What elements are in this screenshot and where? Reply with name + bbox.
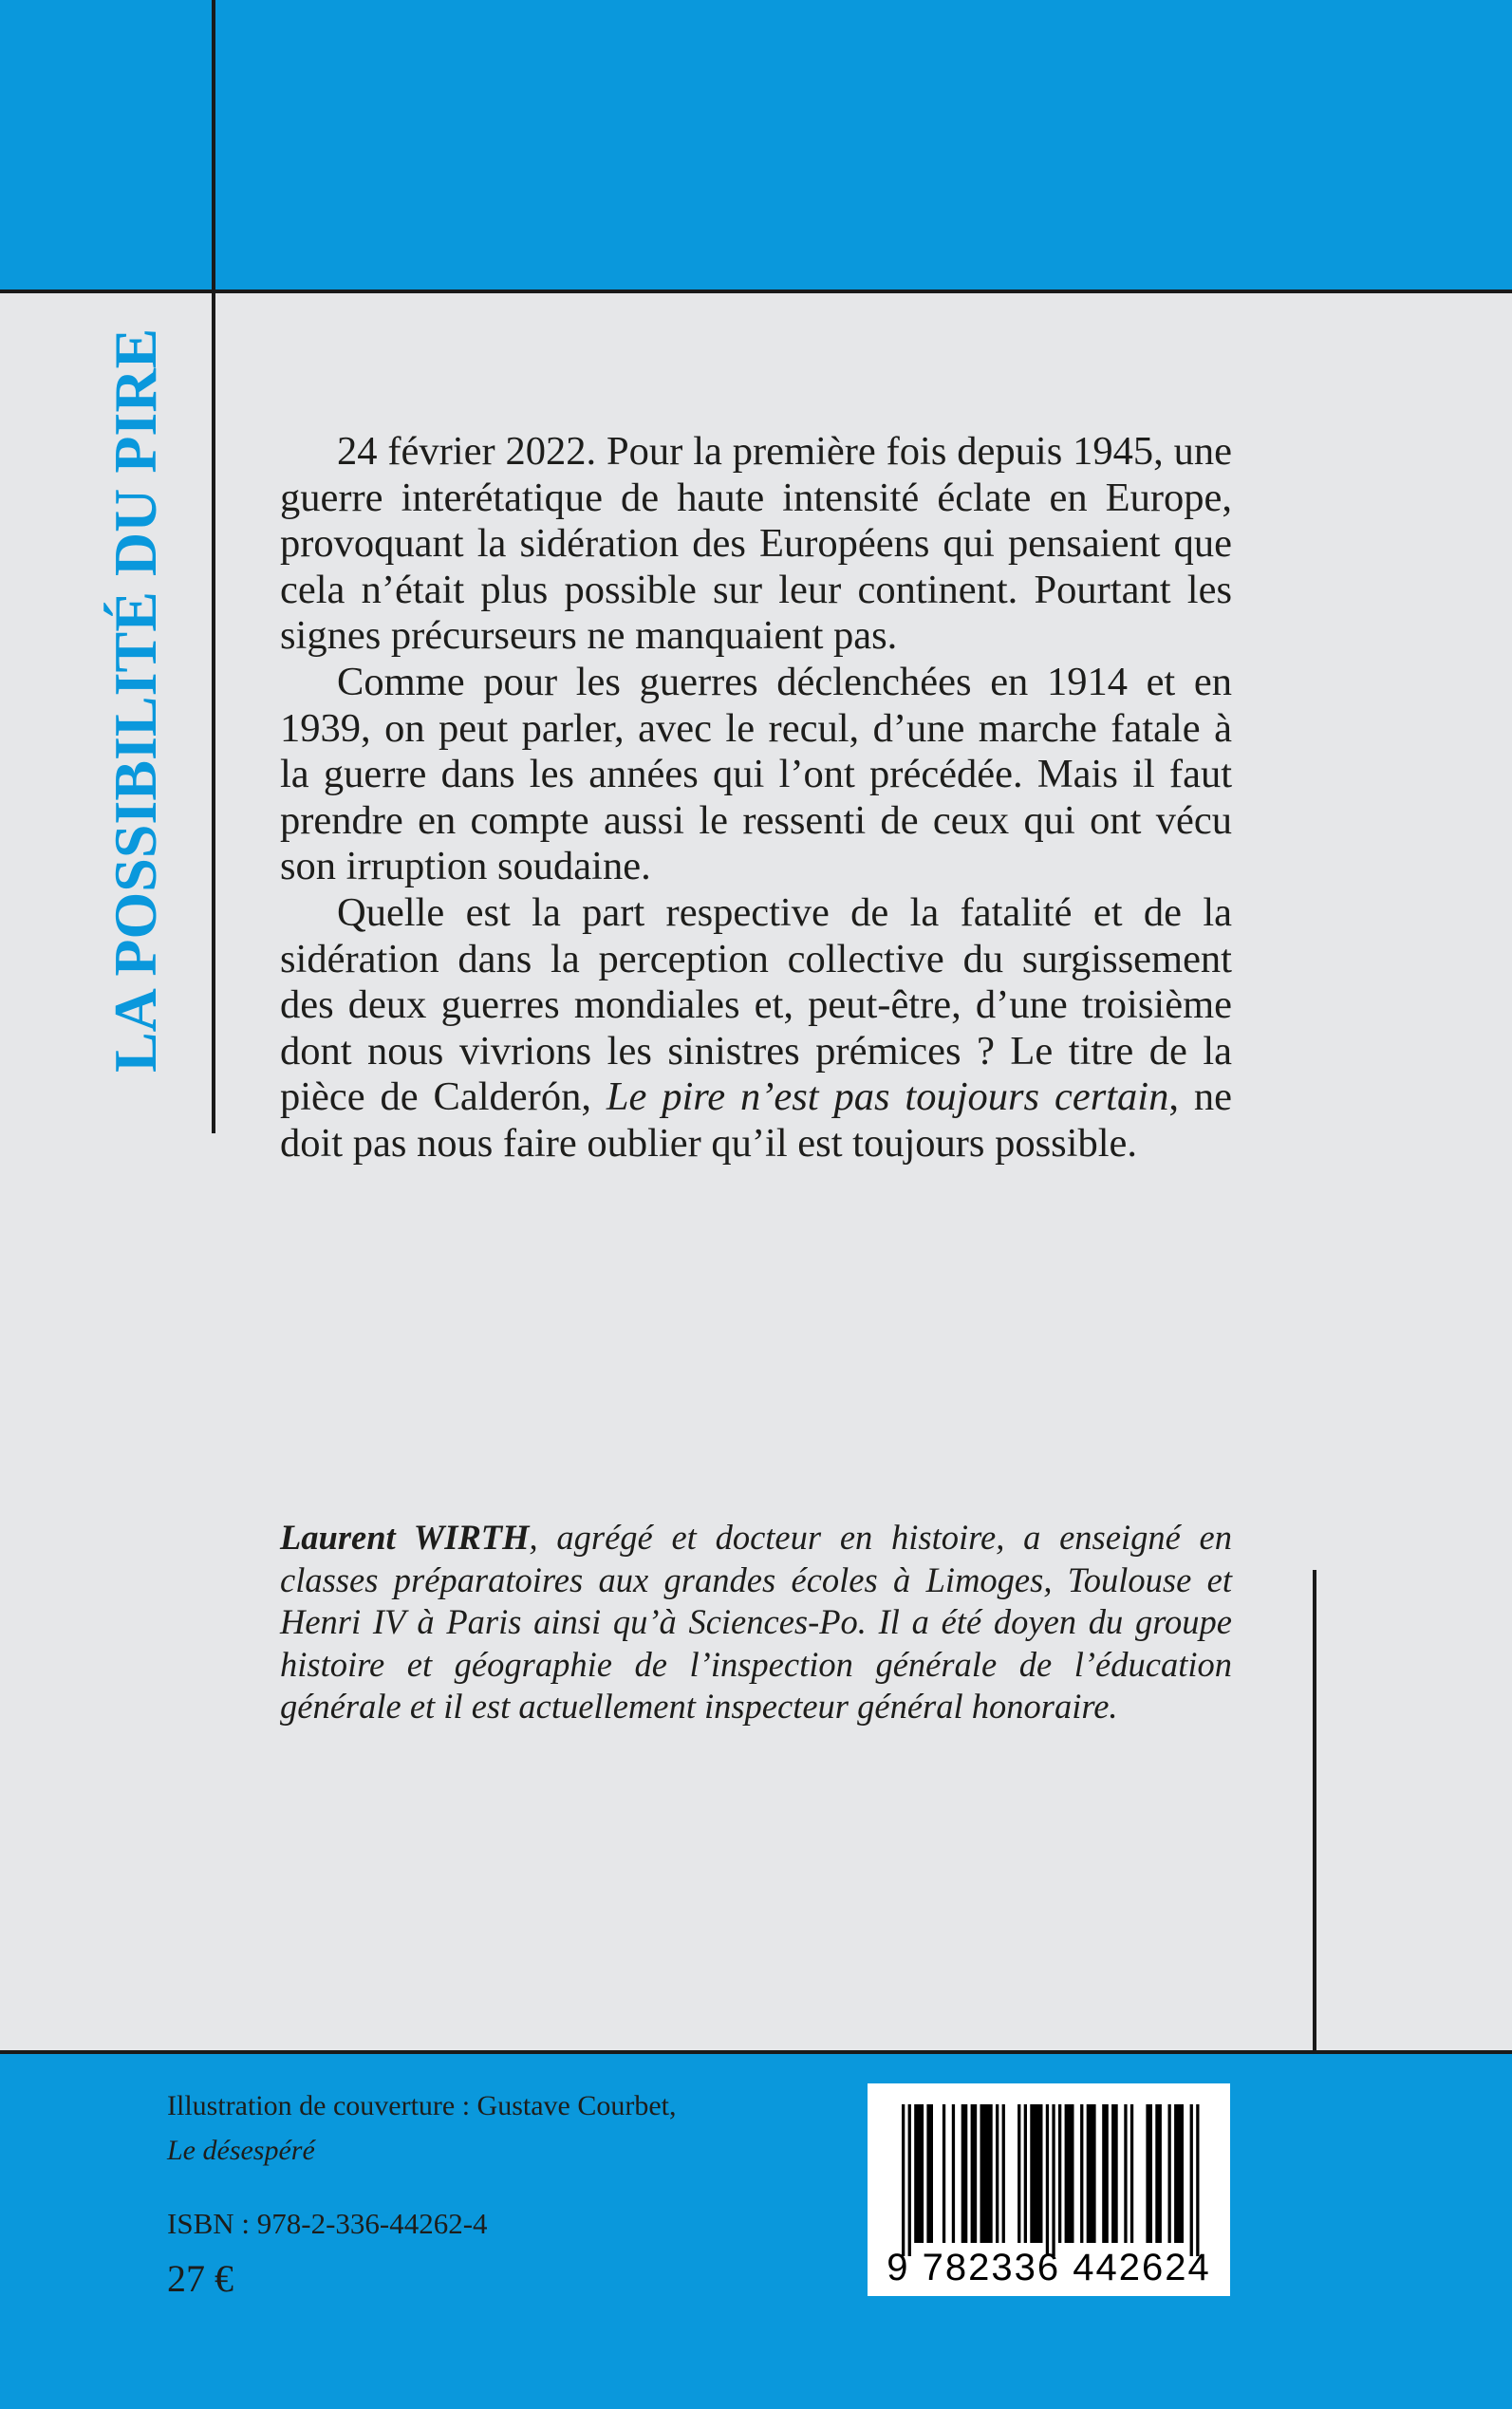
- barcode-bar: [996, 2104, 999, 2243]
- blurb-text: 24 février 2022. Pour la première fois depuis 1945, une guerre interétatique de haute intensité éclate en Europe, provoquant la sidération des Européens qui pensaient que cela n’était plus possible sur leur continent. Pourtant les signes précurseurs ne manquaient pas.: [280, 429, 1232, 659]
- blurb-paragraph-3: [280, 890, 1232, 1167]
- blurb-paragraph-2: [280, 660, 1232, 890]
- barcode-bar: [1002, 2104, 1005, 2243]
- cover-illustration-credit: [167, 2083, 765, 2173]
- barcode-bar: [1065, 2104, 1074, 2243]
- bottom-divider-line: [0, 2050, 1512, 2054]
- barcode-bar: [1052, 2104, 1055, 2256]
- blurb-text: Comme pour les guerres déclenchées en 1914 et en 1939, on peut parler, avec le recul, d’une marche fatale à la guerre dans les années qui l’ont précédée. Mais il faut prendre en compte aussi le ressenti de ceux qui ont vécu son irruption soudaine.: [280, 659, 1232, 889]
- top-color-band: [0, 0, 1512, 291]
- barcode-bar: [1046, 2104, 1049, 2256]
- barcode-bar: [1130, 2104, 1133, 2243]
- author-bio: [280, 1517, 1232, 1728]
- left-vertical-rule: [212, 0, 215, 1133]
- barcode-bar: [1017, 2104, 1020, 2243]
- barcode-bar: [1087, 2104, 1096, 2243]
- barcode-bar: [943, 2104, 945, 2243]
- barcode-bar: [971, 2104, 978, 2243]
- blurb-text: Quelle est la part respective de la fatalité et de la sidération dans la perception collective du surgissement des deux guerres mondiales et, peut-être, d’une troisième dont nous vivrions les sinistres prémices ? Le titre de la pièce de Calderón,: [280, 889, 1232, 1120]
- top-divider-line: [0, 289, 1512, 293]
- author-name: Laurent WIRTH: [280, 1518, 530, 1557]
- spine-title: LA POSSIBILITÉ DU PIRE: [102, 327, 169, 1073]
- play-title: Le pire n’est pas toujours certain: [606, 1074, 1169, 1120]
- barcode-bar: [914, 2104, 924, 2243]
- barcode-bar: [1124, 2104, 1127, 2243]
- illustration-label: Illustration de couverture : Gustave Courbet,: [167, 2090, 677, 2121]
- barcode-bar: [1030, 2104, 1042, 2243]
- barcode-bar: [1168, 2104, 1171, 2243]
- price-text: 27 €: [167, 2257, 233, 2300]
- barcode-bar: [926, 2104, 933, 2243]
- barcode-digits: 9 782336 442624: [887, 2247, 1211, 2288]
- barcode-bar: [1155, 2104, 1162, 2243]
- barcode-bar: [902, 2104, 905, 2256]
- barcode-bar: [952, 2104, 955, 2243]
- barcode-bar: [980, 2104, 993, 2243]
- barcode-bar: [1058, 2104, 1061, 2243]
- author-bio-text: , agrégé et docteur en histoire, a enseigné en classes préparatoires aux grandes écoles à Limoges, Toulouse et Henri IV à Paris ainsi qu’à Sciences-Po. Il a été doyen du groupe histoire et géographie de l’inspection générale de l’éducation générale et il est actuellement inspecteur général honoraire.: [280, 1518, 1232, 1726]
- barcode-bar: [1174, 2104, 1184, 2243]
- illustration-title: Le désespéré: [167, 2135, 315, 2166]
- barcode-bar: [1080, 2104, 1083, 2243]
- barcode-bar: [1102, 2104, 1109, 2243]
- barcode-bar: [908, 2104, 911, 2256]
- barcode-bar: [1190, 2104, 1193, 2256]
- blurb-paragraph-1: [280, 429, 1232, 660]
- barcode-bar: [1024, 2104, 1027, 2243]
- barcode-bar: [1111, 2104, 1118, 2243]
- barcode-bar: [961, 2104, 968, 2243]
- barcode: [868, 2083, 1230, 2296]
- blurb-text: , ne doit pas nous faire oublier qu’il est toujours possible.: [280, 1074, 1232, 1166]
- back-cover-blurb: [280, 429, 1232, 1167]
- barcode-bar: [1196, 2104, 1199, 2256]
- barcode-bar: [1146, 2104, 1152, 2243]
- isbn-text: ISBN : 978-2-336-44262-4: [167, 2207, 488, 2240]
